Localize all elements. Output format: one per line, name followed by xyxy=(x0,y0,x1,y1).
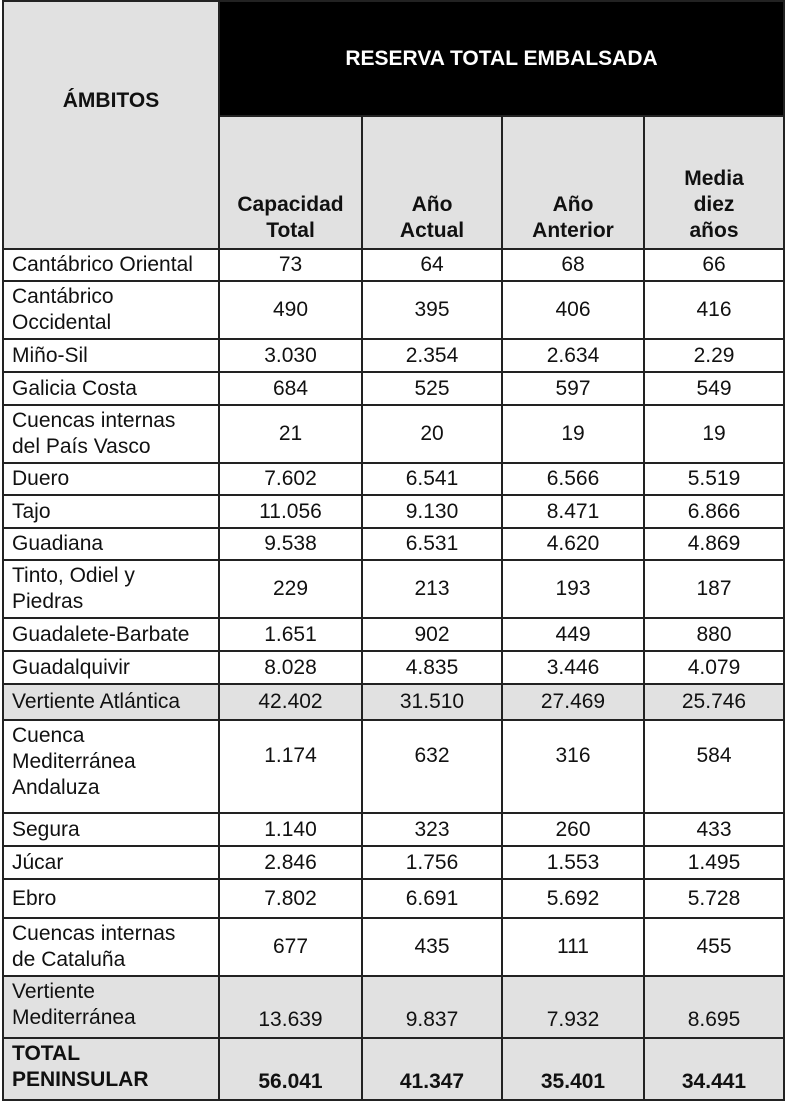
table-row xyxy=(3,918,784,976)
cell-actual: 64 xyxy=(362,249,502,281)
col-header-actual: Año Actual xyxy=(362,116,502,249)
row-name: Tajo xyxy=(3,495,219,528)
cell-actual: 213 xyxy=(362,560,502,618)
row-name: Cuencas internas del País Vasco xyxy=(3,405,219,463)
cell-anterior: 316 xyxy=(502,720,644,813)
cell-capacidad: 56.041 xyxy=(219,1038,362,1100)
row-name: Cantábrico Occidental xyxy=(3,281,219,339)
cell-actual: 4.835 xyxy=(362,651,502,684)
cell-anterior: 68 xyxy=(502,249,644,281)
cell-anterior: 111 xyxy=(502,918,644,976)
table-body xyxy=(3,249,784,1100)
table-row xyxy=(3,1038,784,1100)
row-name: Vertiente Mediterránea xyxy=(3,976,219,1038)
cell-media: 2.29 xyxy=(644,339,784,372)
table-row xyxy=(3,528,784,560)
row-name: Vertiente Atlántica xyxy=(3,684,219,720)
reservoir-table xyxy=(2,0,785,1101)
cell-capacidad: 8.028 xyxy=(219,651,362,684)
cell-actual: 20 xyxy=(362,405,502,463)
row-name: Cuencas internas de Cataluña xyxy=(3,918,219,976)
table-row xyxy=(3,813,784,846)
cell-capacidad: 684 xyxy=(219,372,362,405)
cell-anterior: 3.446 xyxy=(502,651,644,684)
row-name: Júcar xyxy=(3,846,219,879)
row-name: Galicia Costa xyxy=(3,372,219,405)
cell-anterior: 35.401 xyxy=(502,1038,644,1100)
row-name: Tinto, Odiel y Piedras xyxy=(3,560,219,618)
cell-capacidad: 1.174 xyxy=(219,720,362,813)
cell-media: 4.079 xyxy=(644,651,784,684)
cell-anterior: 27.469 xyxy=(502,684,644,720)
cell-actual: 902 xyxy=(362,618,502,651)
cell-capacidad: 73 xyxy=(219,249,362,281)
row-name: Cuenca Mediterránea Andaluza xyxy=(3,720,219,813)
cell-anterior: 193 xyxy=(502,560,644,618)
cell-media: 25.746 xyxy=(644,684,784,720)
cell-media: 19 xyxy=(644,405,784,463)
cell-media: 4.869 xyxy=(644,528,784,560)
cell-capacidad: 3.030 xyxy=(219,339,362,372)
cell-anterior: 1.553 xyxy=(502,846,644,879)
table-row xyxy=(3,651,784,684)
cell-actual: 2.354 xyxy=(362,339,502,372)
cell-capacidad: 13.639 xyxy=(219,976,362,1038)
cell-actual: 395 xyxy=(362,281,502,339)
table-row xyxy=(3,618,784,651)
cell-capacidad: 11.056 xyxy=(219,495,362,528)
cell-media: 1.495 xyxy=(644,846,784,879)
row-name: Guadiana xyxy=(3,528,219,560)
cell-actual: 6.691 xyxy=(362,879,502,918)
cell-actual: 323 xyxy=(362,813,502,846)
cell-anterior: 6.566 xyxy=(502,463,644,495)
row-name: TOTAL PENINSULAR xyxy=(3,1038,219,1100)
table-row xyxy=(3,495,784,528)
col-header-anterior: Año Anterior xyxy=(502,116,644,249)
cell-media: 66 xyxy=(644,249,784,281)
cell-media: 455 xyxy=(644,918,784,976)
cell-media: 6.866 xyxy=(644,495,784,528)
cell-actual: 9.837 xyxy=(362,976,502,1038)
table-row xyxy=(3,249,784,281)
cell-capacidad: 9.538 xyxy=(219,528,362,560)
cell-capacidad: 42.402 xyxy=(219,684,362,720)
row-name: Guadalete-Barbate xyxy=(3,618,219,651)
table-row xyxy=(3,720,784,813)
cell-capacidad: 229 xyxy=(219,560,362,618)
cell-actual: 6.531 xyxy=(362,528,502,560)
cell-anterior: 4.620 xyxy=(502,528,644,560)
cell-capacidad: 21 xyxy=(219,405,362,463)
cell-actual: 9.130 xyxy=(362,495,502,528)
table-row xyxy=(3,463,784,495)
table-row xyxy=(3,405,784,463)
cell-media: 5.728 xyxy=(644,879,784,918)
table-row xyxy=(3,846,784,879)
cell-actual: 41.347 xyxy=(362,1038,502,1100)
cell-anterior: 2.634 xyxy=(502,339,644,372)
cell-anterior: 260 xyxy=(502,813,644,846)
cell-actual: 435 xyxy=(362,918,502,976)
cell-media: 584 xyxy=(644,720,784,813)
table-row xyxy=(3,372,784,405)
col-header-capacidad: Capacidad Total xyxy=(219,116,362,249)
table-row xyxy=(3,560,784,618)
row-name: Miño-Sil xyxy=(3,339,219,372)
table-row xyxy=(3,684,784,720)
row-name: Segura xyxy=(3,813,219,846)
cell-anterior: 8.471 xyxy=(502,495,644,528)
cell-actual: 525 xyxy=(362,372,502,405)
cell-anterior: 7.932 xyxy=(502,976,644,1038)
table-row xyxy=(3,879,784,918)
cell-anterior: 19 xyxy=(502,405,644,463)
table-row xyxy=(3,339,784,372)
row-name: Guadalquivir xyxy=(3,651,219,684)
reserva-total-header: RESERVA TOTAL EMBALSADA xyxy=(219,1,784,116)
cell-media: 8.695 xyxy=(644,976,784,1038)
row-name: Duero xyxy=(3,463,219,495)
cell-capacidad: 677 xyxy=(219,918,362,976)
cell-media: 5.519 xyxy=(644,463,784,495)
cell-capacidad: 2.846 xyxy=(219,846,362,879)
row-name: Cantábrico Oriental xyxy=(3,249,219,281)
cell-anterior: 5.692 xyxy=(502,879,644,918)
cell-capacidad: 1.651 xyxy=(219,618,362,651)
cell-media: 880 xyxy=(644,618,784,651)
cell-anterior: 406 xyxy=(502,281,644,339)
cell-actual: 6.541 xyxy=(362,463,502,495)
cell-capacidad: 1.140 xyxy=(219,813,362,846)
cell-media: 416 xyxy=(644,281,784,339)
cell-anterior: 597 xyxy=(502,372,644,405)
table-row xyxy=(3,976,784,1038)
table-row xyxy=(3,281,784,339)
col-header-media: Media diez años xyxy=(644,116,784,249)
cell-capacidad: 490 xyxy=(219,281,362,339)
cell-actual: 632 xyxy=(362,720,502,813)
cell-media: 34.441 xyxy=(644,1038,784,1100)
cell-media: 549 xyxy=(644,372,784,405)
cell-actual: 31.510 xyxy=(362,684,502,720)
cell-capacidad: 7.602 xyxy=(219,463,362,495)
cell-actual: 1.756 xyxy=(362,846,502,879)
cell-anterior: 449 xyxy=(502,618,644,651)
cell-media: 433 xyxy=(644,813,784,846)
row-name: Ebro xyxy=(3,879,219,918)
cell-media: 187 xyxy=(644,560,784,618)
ambitos-header: ÁMBITOS xyxy=(3,1,219,249)
cell-capacidad: 7.802 xyxy=(219,879,362,918)
